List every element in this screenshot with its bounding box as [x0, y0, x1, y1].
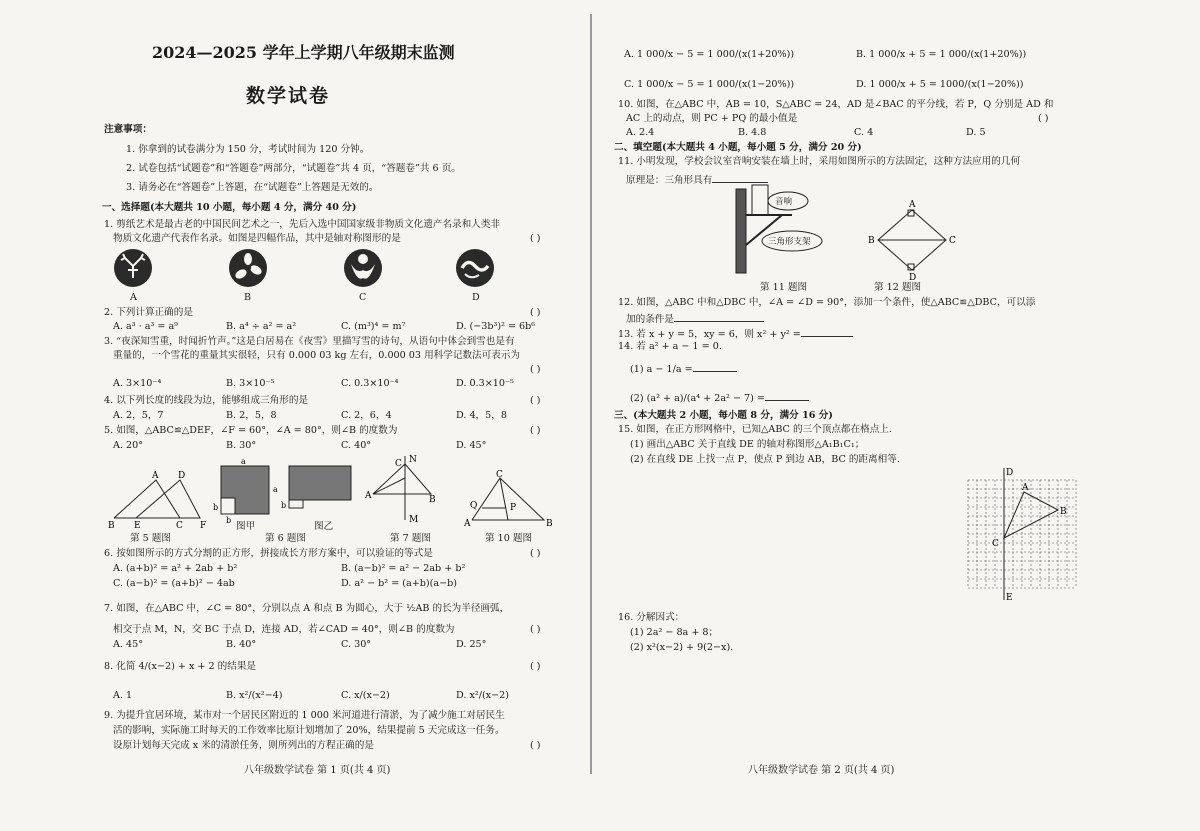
- q7-option-a: A. 45°: [113, 639, 144, 650]
- q3-option-d: D. 0.3×10⁻⁵: [456, 378, 514, 389]
- option-label-a: A: [130, 292, 137, 303]
- q3-option-b: B. 3×10⁻⁵: [226, 378, 275, 389]
- figure-10-caption: 第 10 题图: [485, 533, 533, 544]
- q3-line1: 3. “夜深知雪重，时闻折竹声。”这是白居易在《夜雪》里描写雪的诗句，从语句中体会到雪也是有: [104, 336, 515, 347]
- q8-option-d: D. x²/(x−2): [456, 690, 509, 701]
- q8-option-a: A. 1: [113, 690, 133, 701]
- figure-6b-rectangle: [281, 458, 361, 518]
- q9-option-a: A. 1 000/x − 5 = 1 000/(x(1+20%)): [624, 49, 795, 60]
- figure-7-caption: 第 7 题图: [390, 533, 431, 544]
- q12-line2: [626, 311, 764, 326]
- svg-text:B: B: [1060, 507, 1067, 517]
- q14-part1: [630, 361, 737, 376]
- answer-paren: ( ): [1038, 113, 1049, 124]
- figure-6b-caption: 图乙: [314, 521, 334, 532]
- answer-paren: ( ): [530, 395, 541, 406]
- option-label-d: D: [472, 292, 480, 303]
- answer-paren: ( ): [530, 307, 541, 318]
- q10-line2: AC 上的动点，则 PC + PQ 的最小值是: [626, 113, 798, 124]
- svg-text:P: P: [510, 503, 517, 513]
- answer-paren: ( ): [530, 740, 541, 751]
- svg-text:D: D: [1006, 468, 1014, 478]
- svg-text:B: B: [546, 519, 553, 529]
- q16-part2: (2) x²(x−2) + 9(2−x).: [630, 642, 734, 653]
- q2-option-d: D. (−3b³)² = 6b⁶: [456, 321, 536, 332]
- svg-text:C: C: [176, 521, 183, 531]
- q1-line2: 物质文化遗产代表作名录。如图是四幅作品，其中是轴对称图形的是: [113, 233, 401, 244]
- q11-line1: 11. 小明发现，学校会议室音响安装在墙上时，采用如图所示的方法固定，这种方法应用的几何: [618, 156, 1021, 167]
- figure-12-caption: 第 12 题图: [874, 282, 922, 293]
- papercut-figures-icon: [343, 248, 383, 288]
- q10-option-d: D. 5: [966, 127, 986, 138]
- answer-blank: [801, 326, 853, 337]
- q4-option-b: B. 2，5，8: [226, 410, 277, 421]
- figure-10-triangle: [464, 470, 554, 530]
- q2-option-c: C. (m³)⁴ = m⁷: [341, 321, 406, 332]
- q7-line2: 相交于点 M，N，交 BC 于点 D，连接 AD，若∠CAD = 40°，则∠B 的度数为: [113, 624, 455, 635]
- answer-paren: ( ): [530, 661, 541, 672]
- svg-text:C: C: [949, 236, 956, 246]
- notice-item-1: 1. 你拿到的试卷满分为 150 分，考试时间为 120 分钟。: [126, 144, 370, 155]
- notice-heading: 注意事项：: [104, 124, 152, 135]
- page-1: [0, 0, 592, 831]
- q13-text: 13. 若 x + y = 5，xy = 6，则 x² + y² =: [618, 329, 801, 340]
- q8-stem: 8. 化简 4/(x−2) + x + 2 的结果是: [104, 661, 257, 672]
- answer-paren: ( ): [530, 624, 541, 635]
- svg-text:b: b: [213, 503, 219, 512]
- q2-option-b: B. a⁴ ÷ a² = a²: [226, 321, 297, 332]
- q6-option-c: C. (a−b)² = (a+b)² − 4ab: [113, 578, 235, 589]
- svg-text:F: F: [200, 521, 207, 531]
- q6-option-a: A. (a+b)² = a² + 2ab + b²: [113, 563, 238, 574]
- figure-6a-square: [213, 457, 283, 525]
- q12-text: 加的条件是: [626, 314, 674, 325]
- svg-text:E: E: [134, 521, 141, 531]
- section-3-heading: 三、(本大题共 2 小题，每小题 8 分，满分 16 分): [614, 410, 833, 421]
- q10-option-c: C. 4: [854, 127, 874, 138]
- svg-text:A: A: [464, 519, 471, 529]
- q15-part2: (2) 在直线 DE 上找一点 P，使点 P 到边 AB，BC 的距离相等.: [630, 454, 900, 465]
- q13: [618, 326, 853, 341]
- section-2-heading: 二、填空题(本大题共 4 小题，每小题 5 分，满分 20 分): [614, 142, 862, 153]
- svg-text:A: A: [909, 200, 916, 210]
- q5-option-b: B. 30°: [226, 440, 257, 451]
- q1-line1: 1. 剪纸艺术是最古老的中国民间艺术之一，先后入选中国国家级非物质文化遗产名录和人类非: [104, 219, 500, 230]
- q14-part2-text: (2) (a² + a)/(a⁴ + 2a² − 7) =: [630, 393, 765, 404]
- q3-option-a: A. 3×10⁻⁴: [113, 378, 162, 389]
- q5-stem: 5. 如图，△ABC≌△DEF，∠F = 60°，∠A = 80°，则∠B 的度数为: [104, 425, 398, 436]
- exam-title: 2024—2025 学年上学期八年级期末监测: [152, 43, 455, 62]
- page-1-footer: 八年级数学试卷 第 1 页(共 4 页): [244, 765, 391, 776]
- q10-option-a: A. 2.4: [626, 127, 655, 138]
- svg-text:M: M: [409, 515, 419, 525]
- papercut-swirl-icon: [455, 248, 495, 288]
- answer-blank: [712, 172, 768, 183]
- q14-part1-text: (1) a − 1/a =: [630, 364, 693, 375]
- q9-option-d: D. 1 000/x + 5 = 1000/(x(1−20%)): [856, 79, 1024, 90]
- q7-option-c: C. 30°: [341, 639, 372, 650]
- answer-blank: [674, 311, 764, 322]
- q14-stem: 14. 若 a² + a − 1 = 0.: [618, 341, 722, 352]
- answer-blank: [693, 361, 737, 372]
- q15-part1: (1) 画出△ABC 关于直线 DE 的轴对称图形△A₁B₁C₁；: [630, 439, 865, 450]
- svg-text:a: a: [241, 457, 246, 466]
- q16-part1: (1) 2a² − 8a + 8；: [630, 627, 719, 638]
- svg-text:D: D: [178, 471, 186, 481]
- svg-text:N: N: [409, 455, 417, 465]
- q2-option-a: A. a³ · a³ = a⁹: [113, 321, 179, 332]
- q7-option-b: B. 40°: [226, 639, 257, 650]
- svg-text:A: A: [152, 471, 159, 481]
- svg-text:E: E: [1006, 593, 1013, 603]
- q6-option-d: D. a² − b² = (a+b)(a−b): [341, 578, 458, 589]
- svg-text:B: B: [429, 495, 436, 505]
- section-1-heading: 一、选择题(本大题共 10 小题，每小题 4 分，满分 40 分): [102, 202, 357, 213]
- q9-option-c: C. 1 000/x − 5 = 1 000/(x(1−20%)): [624, 79, 795, 90]
- figure-5-caption: 第 5 题图: [130, 533, 171, 544]
- papercut-flower-icon: [228, 248, 268, 288]
- q14-part2: [630, 390, 809, 405]
- q6-stem: 6. 按如图所示的方式分割的正方形，拼接成长方形方案中，可以验证的等式是: [104, 548, 433, 559]
- svg-text:b: b: [281, 501, 287, 510]
- option-label-c: C: [359, 292, 367, 303]
- svg-text:a: a: [273, 485, 278, 494]
- q9-line2: 活的影响，实际施工时每天的工作效率比原计划增加了 20%，结果提前 5 天完成这一任务。: [113, 725, 505, 736]
- answer-paren: ( ): [530, 425, 541, 436]
- answer-blank: [765, 390, 809, 401]
- q4-stem: 4. 以下列长度的线段为边，能够组成三角形的是: [104, 395, 309, 406]
- subject-title: 数学试卷: [246, 85, 331, 107]
- q15-line1: 15. 如图，在正方形网格中，已知△ABC 的三个顶点都在格点上.: [618, 424, 892, 435]
- papercut-deer-icon: [113, 248, 153, 288]
- option-label-b: B: [244, 292, 252, 303]
- q11-text: 原理是：三角形具有: [626, 175, 713, 186]
- q8-option-b: B. x²/(x²−4): [226, 690, 283, 701]
- svg-text:B: B: [868, 236, 875, 246]
- figure-15-grid: [962, 466, 1082, 606]
- q3-line2: 重量的，一个雪花的重量其实很轻，只有 0.000 03 kg 左右，0.000 03 用科学记数法可表示为: [113, 350, 521, 361]
- page-2-footer: 八年级数学试卷 第 2 页(共 4 页): [748, 765, 895, 776]
- figure-12-kite: [868, 200, 964, 283]
- q4-option-d: D. 4，5，8: [456, 410, 507, 421]
- q3-option-c: C. 0.3×10⁻⁴: [341, 378, 399, 389]
- q10-line1: 10. 如图，在△ABC 中，AB = 10，S△ABC = 24，AD 是∠BAC 的平分线，若 P，Q 分别是 AD 和: [618, 99, 1054, 110]
- figure-7-construction: [365, 454, 435, 524]
- svg-text:C: C: [992, 539, 999, 549]
- svg-text:C: C: [496, 470, 503, 480]
- svg-text:D: D: [909, 273, 917, 283]
- answer-paren: ( ): [530, 233, 541, 244]
- svg-text:Q: Q: [470, 501, 478, 511]
- q5-option-d: D. 45°: [456, 440, 487, 451]
- svg-text:b: b: [226, 516, 232, 525]
- figure-11-caption: 第 11 题图: [760, 282, 808, 293]
- q2-stem: 2. 下列计算正确的是: [104, 307, 193, 318]
- q6-option-b: B. (a−b)² = a² − 2ab + b²: [341, 563, 466, 574]
- q9-line1: 9. 为提升宜居环境，某市对一个居民区附近的 1 000 米河道进行清淤，为了减少施工对居民生: [104, 710, 505, 721]
- q16-stem: 16. 分解因式：: [618, 612, 685, 623]
- bracket-label: 三角形支架: [768, 237, 811, 247]
- q7-option-d: D. 25°: [456, 639, 487, 650]
- q4-option-a: A. 2，5，7: [113, 410, 164, 421]
- speaker-label: 音响: [775, 197, 793, 207]
- figure-6a-caption: 图甲: [236, 521, 256, 532]
- answer-paren: ( ): [530, 364, 541, 375]
- q7-line1: 7. 如图，在△ABC 中，∠C = 80°，分别以点 A 和点 B 为圆心，大于 ½AB 的长为半径画弧，: [104, 603, 510, 614]
- q8-option-c: C. x/(x−2): [341, 690, 390, 701]
- q5-option-a: A. 20°: [113, 440, 144, 451]
- q5-option-c: C. 40°: [341, 440, 372, 451]
- svg-text:A: A: [1022, 483, 1029, 493]
- q10-option-b: B. 4.8: [738, 127, 767, 138]
- q4-option-c: C. 2，6，4: [341, 410, 392, 421]
- page-2: [592, 0, 1200, 831]
- notice-item-2: 2. 试卷包括“试题卷”和“答题卷”两部分，“试题卷”共 4 页，“答题卷”共 6 页。: [126, 163, 461, 174]
- figure-6-caption: 第 6 题图: [265, 533, 306, 544]
- answer-paren: ( ): [530, 548, 541, 559]
- q12-line1: 12. 如图，△ABC 中和△DBC 中，∠A = ∠D = 90°，添加一个条件，使△ABC≌△DBC，可以添: [618, 297, 1036, 308]
- q9-line3: 设原计划每天完成 x 米的清淤任务，则所列出的方程正确的是: [113, 740, 374, 751]
- figure-5-triangles: [108, 470, 208, 530]
- svg-text:B: B: [108, 521, 115, 531]
- svg-text:A: A: [365, 491, 372, 501]
- notice-item-3: 3. 请务必在“答题卷”上答题，在“试题卷”上答题是无效的。: [126, 182, 379, 193]
- svg-text:C: C: [395, 459, 402, 469]
- q9-option-b: B. 1 000/x + 5 = 1 000/(x(1+20%)): [856, 49, 1027, 60]
